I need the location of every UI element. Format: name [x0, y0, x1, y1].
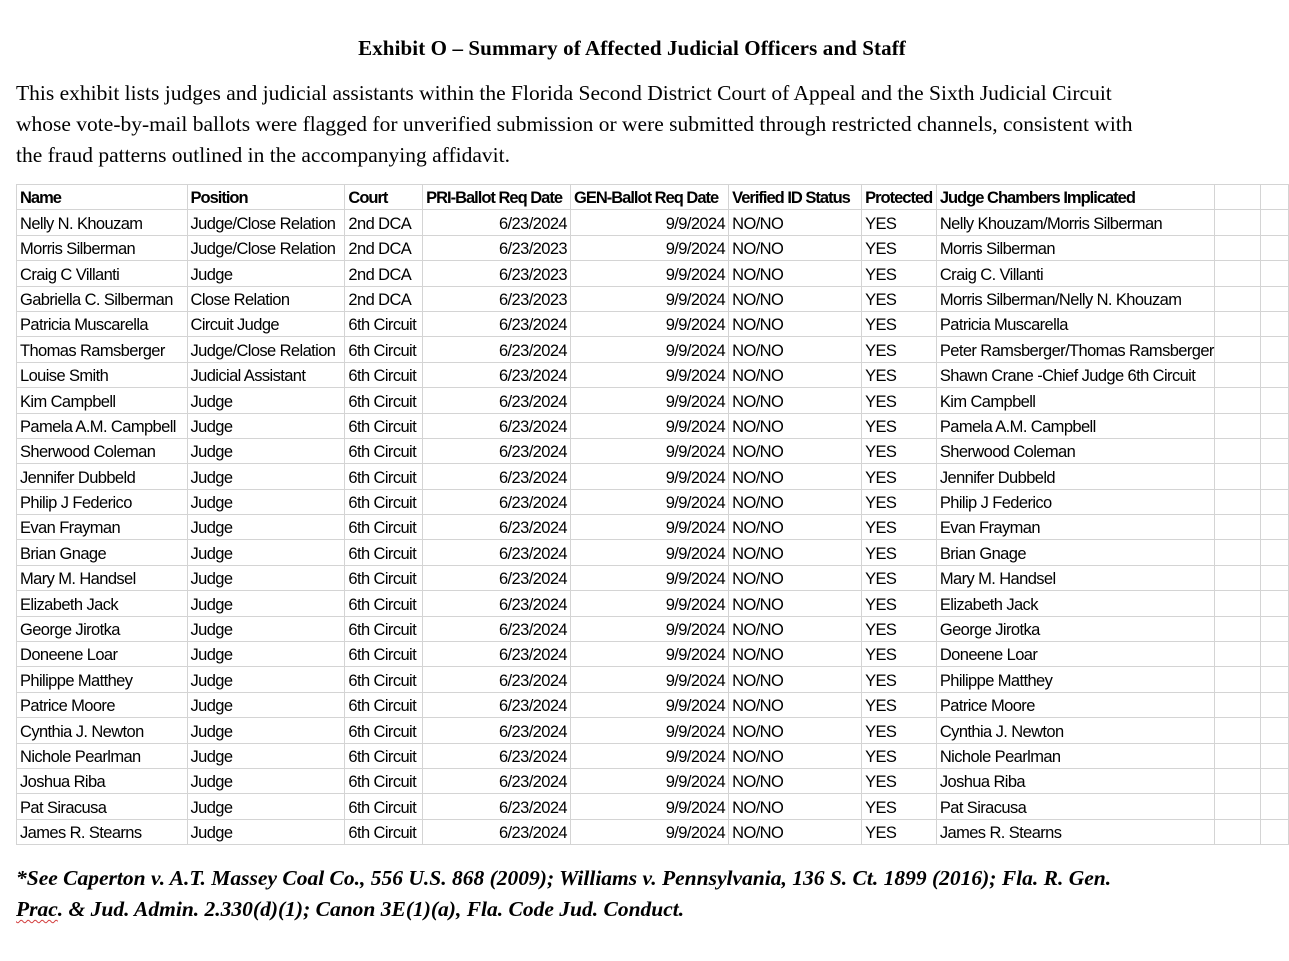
- cell-court[interactable]: 6th Circuit: [345, 362, 423, 387]
- empty-cell[interactable]: [1214, 794, 1260, 819]
- cell-chambers[interactable]: Doneene Loar: [936, 642, 1214, 667]
- cell-name[interactable]: Brian Gnage: [17, 540, 188, 565]
- cell-chambers[interactable]: Patrice Moore: [936, 692, 1214, 717]
- cell-chambers[interactable]: Patricia Muscarella: [936, 311, 1214, 336]
- cell-name[interactable]: Pamela A.M. Campbell: [17, 413, 188, 438]
- empty-cell[interactable]: [1214, 413, 1260, 438]
- cell-verified-id[interactable]: NO/NO: [729, 667, 862, 692]
- empty-cell[interactable]: [1260, 515, 1288, 540]
- header-cell-chambers[interactable]: Judge Chambers Implicated: [936, 185, 1214, 210]
- cell-court[interactable]: 6th Circuit: [345, 388, 423, 413]
- cell-position[interactable]: Judge/Close Relation: [187, 337, 345, 362]
- cell-position[interactable]: Judge/Close Relation: [187, 210, 345, 235]
- cell-pri-date[interactable]: 6/23/2024: [423, 489, 571, 514]
- empty-cell[interactable]: [1260, 362, 1288, 387]
- cell-verified-id[interactable]: NO/NO: [729, 794, 862, 819]
- cell-gen-date[interactable]: 9/9/2024: [571, 540, 729, 565]
- empty-cell[interactable]: [1214, 286, 1260, 311]
- cell-verified-id[interactable]: NO/NO: [729, 489, 862, 514]
- cell-chambers[interactable]: Morris Silberman/Nelly N. Khouzam: [936, 286, 1214, 311]
- empty-cell[interactable]: [1260, 185, 1288, 210]
- cell-verified-id[interactable]: NO/NO: [729, 768, 862, 793]
- cell-chambers[interactable]: Peter Ramsberger/Thomas Ramsberger: [936, 337, 1214, 362]
- cell-gen-date[interactable]: 9/9/2024: [571, 616, 729, 641]
- cell-name[interactable]: Sherwood Coleman: [17, 438, 188, 463]
- cell-chambers[interactable]: Shawn Crane -Chief Judge 6th Circuit: [936, 362, 1214, 387]
- cell-pri-date[interactable]: 6/23/2024: [423, 540, 571, 565]
- cell-position[interactable]: Judge: [187, 515, 345, 540]
- empty-cell[interactable]: [1214, 464, 1260, 489]
- cell-verified-id[interactable]: NO/NO: [729, 388, 862, 413]
- cell-chambers[interactable]: Nichole Pearlman: [936, 743, 1214, 768]
- empty-cell[interactable]: [1260, 235, 1288, 260]
- empty-cell[interactable]: [1260, 337, 1288, 362]
- cell-court[interactable]: 6th Circuit: [345, 464, 423, 489]
- cell-name[interactable]: Joshua Riba: [17, 768, 188, 793]
- cell-pri-date[interactable]: 6/23/2023: [423, 286, 571, 311]
- cell-chambers[interactable]: Cynthia J. Newton: [936, 718, 1214, 743]
- cell-gen-date[interactable]: 9/9/2024: [571, 692, 729, 717]
- cell-pri-date[interactable]: 6/23/2023: [423, 235, 571, 260]
- cell-protected[interactable]: YES: [862, 235, 937, 260]
- cell-court[interactable]: 6th Circuit: [345, 743, 423, 768]
- empty-cell[interactable]: [1214, 388, 1260, 413]
- cell-chambers[interactable]: Jennifer Dubbeld: [936, 464, 1214, 489]
- cell-name[interactable]: Craig C Villanti: [17, 261, 188, 286]
- table-row: [17, 642, 1289, 667]
- cell-position[interactable]: Judge: [187, 261, 345, 286]
- cell-position[interactable]: Close Relation: [187, 286, 345, 311]
- cell-protected[interactable]: YES: [862, 768, 937, 793]
- cell-court[interactable]: 2nd DCA: [345, 235, 423, 260]
- cell-name[interactable]: Patricia Muscarella: [17, 311, 188, 336]
- cell-verified-id[interactable]: NO/NO: [729, 337, 862, 362]
- cell-position[interactable]: Judge: [187, 616, 345, 641]
- cell-gen-date[interactable]: 9/9/2024: [571, 489, 729, 514]
- empty-cell[interactable]: [1260, 311, 1288, 336]
- cell-verified-id[interactable]: NO/NO: [729, 286, 862, 311]
- empty-cell[interactable]: [1260, 642, 1288, 667]
- cell-verified-id[interactable]: NO/NO: [729, 819, 862, 844]
- cell-court[interactable]: 2nd DCA: [345, 210, 423, 235]
- table-row: [17, 794, 1289, 819]
- cell-protected[interactable]: YES: [862, 692, 937, 717]
- cell-name[interactable]: Louise Smith: [17, 362, 188, 387]
- cell-position[interactable]: Judge: [187, 667, 345, 692]
- cell-court[interactable]: 6th Circuit: [345, 794, 423, 819]
- empty-cell[interactable]: [1214, 489, 1260, 514]
- cell-verified-id[interactable]: NO/NO: [729, 464, 862, 489]
- cell-court[interactable]: 6th Circuit: [345, 591, 423, 616]
- cell-name[interactable]: Nichole Pearlman: [17, 743, 188, 768]
- cell-position[interactable]: Judge: [187, 794, 345, 819]
- cell-chambers[interactable]: Philippe Matthey: [936, 667, 1214, 692]
- empty-cell[interactable]: [1260, 692, 1288, 717]
- empty-cell[interactable]: [1214, 540, 1260, 565]
- cell-pri-date[interactable]: 6/23/2024: [423, 515, 571, 540]
- cell-name[interactable]: Kim Campbell: [17, 388, 188, 413]
- cell-verified-id[interactable]: NO/NO: [729, 718, 862, 743]
- cell-chambers[interactable]: Pat Siracusa: [936, 794, 1214, 819]
- table-header-row: [17, 185, 1289, 210]
- cell-court[interactable]: 6th Circuit: [345, 667, 423, 692]
- empty-cell[interactable]: [1214, 438, 1260, 463]
- empty-cell[interactable]: [1260, 540, 1288, 565]
- cell-court[interactable]: 6th Circuit: [345, 819, 423, 844]
- cell-chambers[interactable]: Brian Gnage: [936, 540, 1214, 565]
- table-row: [17, 819, 1289, 844]
- cell-verified-id[interactable]: NO/NO: [729, 591, 862, 616]
- empty-cell[interactable]: [1214, 565, 1260, 590]
- cell-position[interactable]: Judge: [187, 591, 345, 616]
- cell-gen-date[interactable]: 9/9/2024: [571, 413, 729, 438]
- table-body: [17, 185, 1289, 845]
- empty-cell[interactable]: [1260, 667, 1288, 692]
- cell-protected[interactable]: YES: [862, 743, 937, 768]
- cell-gen-date[interactable]: 9/9/2024: [571, 819, 729, 844]
- cell-position[interactable]: Judge: [187, 388, 345, 413]
- cell-position[interactable]: Judge: [187, 413, 345, 438]
- cell-name[interactable]: Morris Silberman: [17, 235, 188, 260]
- cell-pri-date[interactable]: 6/23/2024: [423, 565, 571, 590]
- cell-protected[interactable]: YES: [862, 388, 937, 413]
- cell-name[interactable]: Philippe Matthey: [17, 667, 188, 692]
- cell-verified-id[interactable]: NO/NO: [729, 565, 862, 590]
- cell-court[interactable]: 6th Circuit: [345, 337, 423, 362]
- table-row: [17, 692, 1289, 717]
- cell-gen-date[interactable]: 9/9/2024: [571, 464, 729, 489]
- cell-pri-date[interactable]: 6/23/2024: [423, 591, 571, 616]
- empty-cell[interactable]: [1214, 261, 1260, 286]
- cell-gen-date[interactable]: 9/9/2024: [571, 743, 729, 768]
- cell-protected[interactable]: YES: [862, 210, 937, 235]
- empty-cell[interactable]: [1214, 311, 1260, 336]
- table-row: [17, 311, 1289, 336]
- empty-cell[interactable]: [1260, 438, 1288, 463]
- empty-cell[interactable]: [1260, 261, 1288, 286]
- cell-verified-id[interactable]: NO/NO: [729, 413, 862, 438]
- cell-protected[interactable]: YES: [862, 667, 937, 692]
- cell-chambers[interactable]: Pamela A.M. Campbell: [936, 413, 1214, 438]
- empty-cell[interactable]: [1260, 743, 1288, 768]
- cell-court[interactable]: 6th Circuit: [345, 489, 423, 514]
- cell-gen-date[interactable]: 9/9/2024: [571, 438, 729, 463]
- table-row: [17, 235, 1289, 260]
- cell-protected[interactable]: YES: [862, 337, 937, 362]
- cell-protected[interactable]: YES: [862, 794, 937, 819]
- cell-court[interactable]: 6th Circuit: [345, 616, 423, 641]
- empty-cell[interactable]: [1214, 819, 1260, 844]
- cell-gen-date[interactable]: 9/9/2024: [571, 768, 729, 793]
- table-row: [17, 438, 1289, 463]
- cell-gen-date[interactable]: 9/9/2024: [571, 388, 729, 413]
- cell-chambers[interactable]: Nelly Khouzam/Morris Silberman: [936, 210, 1214, 235]
- cell-pri-date[interactable]: 6/23/2024: [423, 642, 571, 667]
- cell-court[interactable]: 6th Circuit: [345, 311, 423, 336]
- cell-name[interactable]: Mary M. Handsel: [17, 565, 188, 590]
- cell-pri-date[interactable]: 6/23/2024: [423, 667, 571, 692]
- empty-cell[interactable]: [1214, 362, 1260, 387]
- table-row: [17, 464, 1289, 489]
- empty-cell[interactable]: [1214, 743, 1260, 768]
- cell-pri-date[interactable]: 6/23/2024: [423, 210, 571, 235]
- cell-position[interactable]: Judge: [187, 718, 345, 743]
- cell-verified-id[interactable]: NO/NO: [729, 438, 862, 463]
- cell-pri-date[interactable]: 6/23/2024: [423, 692, 571, 717]
- intro-line: This exhibit lists judges and judicial assistants within the Florida Second District Court of Appeal and the Sixth Judicial Circuit: [16, 81, 1112, 105]
- cell-protected[interactable]: YES: [862, 819, 937, 844]
- cell-position[interactable]: Judge: [187, 464, 345, 489]
- cell-pri-date[interactable]: 6/23/2024: [423, 388, 571, 413]
- cell-protected[interactable]: YES: [862, 565, 937, 590]
- cell-protected[interactable]: YES: [862, 591, 937, 616]
- cell-name[interactable]: Elizabeth Jack: [17, 591, 188, 616]
- cell-gen-date[interactable]: 9/9/2024: [571, 515, 729, 540]
- cell-court[interactable]: 6th Circuit: [345, 692, 423, 717]
- cell-gen-date[interactable]: 9/9/2024: [571, 718, 729, 743]
- empty-cell[interactable]: [1214, 692, 1260, 717]
- cell-pri-date[interactable]: 6/23/2024: [423, 616, 571, 641]
- cell-position[interactable]: Judge: [187, 743, 345, 768]
- empty-cell[interactable]: [1260, 489, 1288, 514]
- cell-gen-date[interactable]: 9/9/2024: [571, 210, 729, 235]
- table-row: [17, 413, 1289, 438]
- table-row: [17, 286, 1289, 311]
- cell-pri-date[interactable]: 6/23/2024: [423, 718, 571, 743]
- cell-pri-date[interactable]: 6/23/2024: [423, 768, 571, 793]
- footnote: [16, 863, 1256, 925]
- header-cell-name[interactable]: Name: [17, 185, 188, 210]
- cell-pri-date[interactable]: 6/23/2024: [423, 819, 571, 844]
- cell-verified-id[interactable]: NO/NO: [729, 692, 862, 717]
- cell-protected[interactable]: YES: [862, 286, 937, 311]
- cell-protected[interactable]: YES: [862, 642, 937, 667]
- cell-position[interactable]: Circuit Judge: [187, 311, 345, 336]
- cell-court[interactable]: 6th Circuit: [345, 642, 423, 667]
- intro-line: the fraud patterns outlined in the accompanying affidavit.: [16, 143, 510, 167]
- cell-pri-date[interactable]: 6/23/2023: [423, 261, 571, 286]
- cell-verified-id[interactable]: NO/NO: [729, 210, 862, 235]
- empty-cell[interactable]: [1214, 210, 1260, 235]
- empty-cell[interactable]: [1214, 337, 1260, 362]
- footnote-text: . & Jud. Admin. 2.330(d)(1); Canon 3E(1)(a), Fla. Code Jud. Conduct.: [57, 897, 685, 921]
- cell-name[interactable]: Gabriella C. Silberman: [17, 286, 188, 311]
- cell-gen-date[interactable]: 9/9/2024: [571, 311, 729, 336]
- footnote-line: *See Caperton v. A.T. Massey Coal Co., 556 U.S. 868 (2009); Williams v. Pennsylvania, 136 S. Ct. 1899 (2016); Fla. R. Gen.: [16, 866, 1112, 890]
- cell-pri-date[interactable]: 6/23/2024: [423, 413, 571, 438]
- intro-line: whose vote-by-mail ballots were flagged for unverified submission or were submitted through restricted channels, consistent with: [16, 112, 1133, 136]
- cell-court[interactable]: 6th Circuit: [345, 413, 423, 438]
- cell-protected[interactable]: YES: [862, 540, 937, 565]
- cell-name[interactable]: Evan Frayman: [17, 515, 188, 540]
- empty-cell[interactable]: [1214, 718, 1260, 743]
- cell-protected[interactable]: YES: [862, 261, 937, 286]
- table-row: [17, 718, 1289, 743]
- cell-protected[interactable]: YES: [862, 489, 937, 514]
- cell-position[interactable]: Judge: [187, 768, 345, 793]
- cell-protected[interactable]: YES: [862, 311, 937, 336]
- cell-protected[interactable]: YES: [862, 718, 937, 743]
- cell-verified-id[interactable]: NO/NO: [729, 540, 862, 565]
- cell-court[interactable]: 6th Circuit: [345, 540, 423, 565]
- cell-chambers[interactable]: Elizabeth Jack: [936, 591, 1214, 616]
- empty-cell[interactable]: [1214, 667, 1260, 692]
- empty-cell[interactable]: [1260, 616, 1288, 641]
- cell-position[interactable]: Judge: [187, 565, 345, 590]
- cell-chambers[interactable]: Craig C. Villanti: [936, 261, 1214, 286]
- cell-chambers[interactable]: George Jirotka: [936, 616, 1214, 641]
- cell-verified-id[interactable]: NO/NO: [729, 235, 862, 260]
- header-cell-protected[interactable]: Protected: [862, 185, 937, 210]
- header-cell-gen-date[interactable]: GEN-Ballot Req Date: [571, 185, 729, 210]
- cell-verified-id[interactable]: NO/NO: [729, 743, 862, 768]
- misspelled-word[interactable]: Prac: [16, 897, 58, 921]
- cell-verified-id[interactable]: NO/NO: [729, 616, 862, 641]
- cell-court[interactable]: 2nd DCA: [345, 261, 423, 286]
- cell-position[interactable]: Judicial Assistant: [187, 362, 345, 387]
- empty-cell[interactable]: [1260, 819, 1288, 844]
- cell-position[interactable]: Judge: [187, 540, 345, 565]
- cell-chambers[interactable]: Mary M. Handsel: [936, 565, 1214, 590]
- cell-court[interactable]: 2nd DCA: [345, 286, 423, 311]
- cell-position[interactable]: Judge/Close Relation: [187, 235, 345, 260]
- table-row: [17, 616, 1289, 641]
- cell-name[interactable]: Doneene Loar: [17, 642, 188, 667]
- table-row: [17, 261, 1289, 286]
- cell-name[interactable]: George Jirotka: [17, 616, 188, 641]
- table-row: [17, 210, 1289, 235]
- header-cell-pri-date[interactable]: PRI-Ballot Req Date: [423, 185, 571, 210]
- cell-name[interactable]: Thomas Ramsberger: [17, 337, 188, 362]
- empty-cell[interactable]: [1214, 642, 1260, 667]
- cell-verified-id[interactable]: NO/NO: [729, 642, 862, 667]
- cell-chambers[interactable]: Philip J Federico: [936, 489, 1214, 514]
- cell-protected[interactable]: YES: [862, 515, 937, 540]
- empty-cell[interactable]: [1214, 235, 1260, 260]
- cell-name[interactable]: Patrice Moore: [17, 692, 188, 717]
- cell-position[interactable]: Judge: [187, 489, 345, 514]
- cell-protected[interactable]: YES: [862, 616, 937, 641]
- table-row: [17, 515, 1289, 540]
- cell-verified-id[interactable]: NO/NO: [729, 311, 862, 336]
- cell-protected[interactable]: YES: [862, 464, 937, 489]
- empty-cell[interactable]: [1260, 388, 1288, 413]
- empty-cell[interactable]: [1214, 185, 1260, 210]
- cell-court[interactable]: 6th Circuit: [345, 718, 423, 743]
- empty-cell[interactable]: [1214, 591, 1260, 616]
- cell-position[interactable]: Judge: [187, 692, 345, 717]
- cell-pri-date[interactable]: 6/23/2024: [423, 743, 571, 768]
- header-cell-court[interactable]: Court: [345, 185, 423, 210]
- cell-name[interactable]: Philip J Federico: [17, 489, 188, 514]
- empty-cell[interactable]: [1260, 464, 1288, 489]
- cell-chambers[interactable]: Sherwood Coleman: [936, 438, 1214, 463]
- exhibit-title: Exhibit O – Summary of Affected Judicial Officers and Staff: [358, 36, 906, 60]
- cell-court[interactable]: 6th Circuit: [345, 515, 423, 540]
- cell-court[interactable]: 6th Circuit: [345, 565, 423, 590]
- cell-name[interactable]: Cynthia J. Newton: [17, 718, 188, 743]
- table-row: [17, 768, 1289, 793]
- table-row: [17, 337, 1289, 362]
- empty-cell[interactable]: [1214, 768, 1260, 793]
- empty-cell[interactable]: [1260, 768, 1288, 793]
- cell-chambers[interactable]: James R. Stearns: [936, 819, 1214, 844]
- cell-gen-date[interactable]: 9/9/2024: [571, 337, 729, 362]
- cell-position[interactable]: Judge: [187, 438, 345, 463]
- cell-protected[interactable]: YES: [862, 438, 937, 463]
- cell-gen-date[interactable]: 9/9/2024: [571, 362, 729, 387]
- cell-gen-date[interactable]: 9/9/2024: [571, 642, 729, 667]
- empty-cell[interactable]: [1214, 515, 1260, 540]
- table-row: [17, 565, 1289, 590]
- cell-gen-date[interactable]: 9/9/2024: [571, 591, 729, 616]
- cell-pri-date[interactable]: 6/23/2024: [423, 311, 571, 336]
- cell-name[interactable]: James R. Stearns: [17, 819, 188, 844]
- cell-pri-date[interactable]: 6/23/2024: [423, 438, 571, 463]
- table-row: [17, 388, 1289, 413]
- table-row: [17, 591, 1289, 616]
- empty-cell[interactable]: [1260, 210, 1288, 235]
- empty-cell[interactable]: [1260, 718, 1288, 743]
- cell-court[interactable]: 6th Circuit: [345, 438, 423, 463]
- officers-table: [16, 184, 1289, 845]
- cell-pri-date[interactable]: 6/23/2024: [423, 362, 571, 387]
- table-row: [17, 362, 1289, 387]
- cell-pri-date[interactable]: 6/23/2024: [423, 794, 571, 819]
- cell-gen-date[interactable]: 9/9/2024: [571, 235, 729, 260]
- cell-gen-date[interactable]: 9/9/2024: [571, 286, 729, 311]
- table-row: [17, 667, 1289, 692]
- cell-chambers[interactable]: Evan Frayman: [936, 515, 1214, 540]
- cell-verified-id[interactable]: NO/NO: [729, 515, 862, 540]
- cell-verified-id[interactable]: NO/NO: [729, 261, 862, 286]
- cell-protected[interactable]: YES: [862, 362, 937, 387]
- cell-pri-date[interactable]: 6/23/2024: [423, 464, 571, 489]
- empty-cell[interactable]: [1214, 616, 1260, 641]
- cell-name[interactable]: Jennifer Dubbeld: [17, 464, 188, 489]
- cell-protected[interactable]: YES: [862, 413, 937, 438]
- empty-cell[interactable]: [1260, 591, 1288, 616]
- cell-name[interactable]: Nelly N. Khouzam: [17, 210, 188, 235]
- cell-gen-date[interactable]: 9/9/2024: [571, 565, 729, 590]
- empty-cell[interactable]: [1260, 286, 1288, 311]
- cell-gen-date[interactable]: 9/9/2024: [571, 794, 729, 819]
- cell-name[interactable]: Pat Siracusa: [17, 794, 188, 819]
- empty-cell[interactable]: [1260, 565, 1288, 590]
- cell-gen-date[interactable]: 9/9/2024: [571, 667, 729, 692]
- empty-cell[interactable]: [1260, 794, 1288, 819]
- cell-chambers[interactable]: Morris Silberman: [936, 235, 1214, 260]
- table-row: [17, 540, 1289, 565]
- footnote-line: [16, 894, 1256, 925]
- cell-position[interactable]: Judge: [187, 642, 345, 667]
- table-row: [17, 489, 1289, 514]
- cell-chambers[interactable]: Joshua Riba: [936, 768, 1214, 793]
- empty-cell[interactable]: [1260, 413, 1288, 438]
- table-row: [17, 743, 1289, 768]
- cell-court[interactable]: 6th Circuit: [345, 768, 423, 793]
- cell-pri-date[interactable]: 6/23/2024: [423, 337, 571, 362]
- cell-position[interactable]: Judge: [187, 819, 345, 844]
- header-cell-verified-id[interactable]: Verified ID Status: [729, 185, 862, 210]
- cell-chambers[interactable]: Kim Campbell: [936, 388, 1214, 413]
- header-cell-position[interactable]: Position: [187, 185, 345, 210]
- cell-gen-date[interactable]: 9/9/2024: [571, 261, 729, 286]
- cell-verified-id[interactable]: NO/NO: [729, 362, 862, 387]
- intro-paragraph: [16, 78, 1256, 171]
